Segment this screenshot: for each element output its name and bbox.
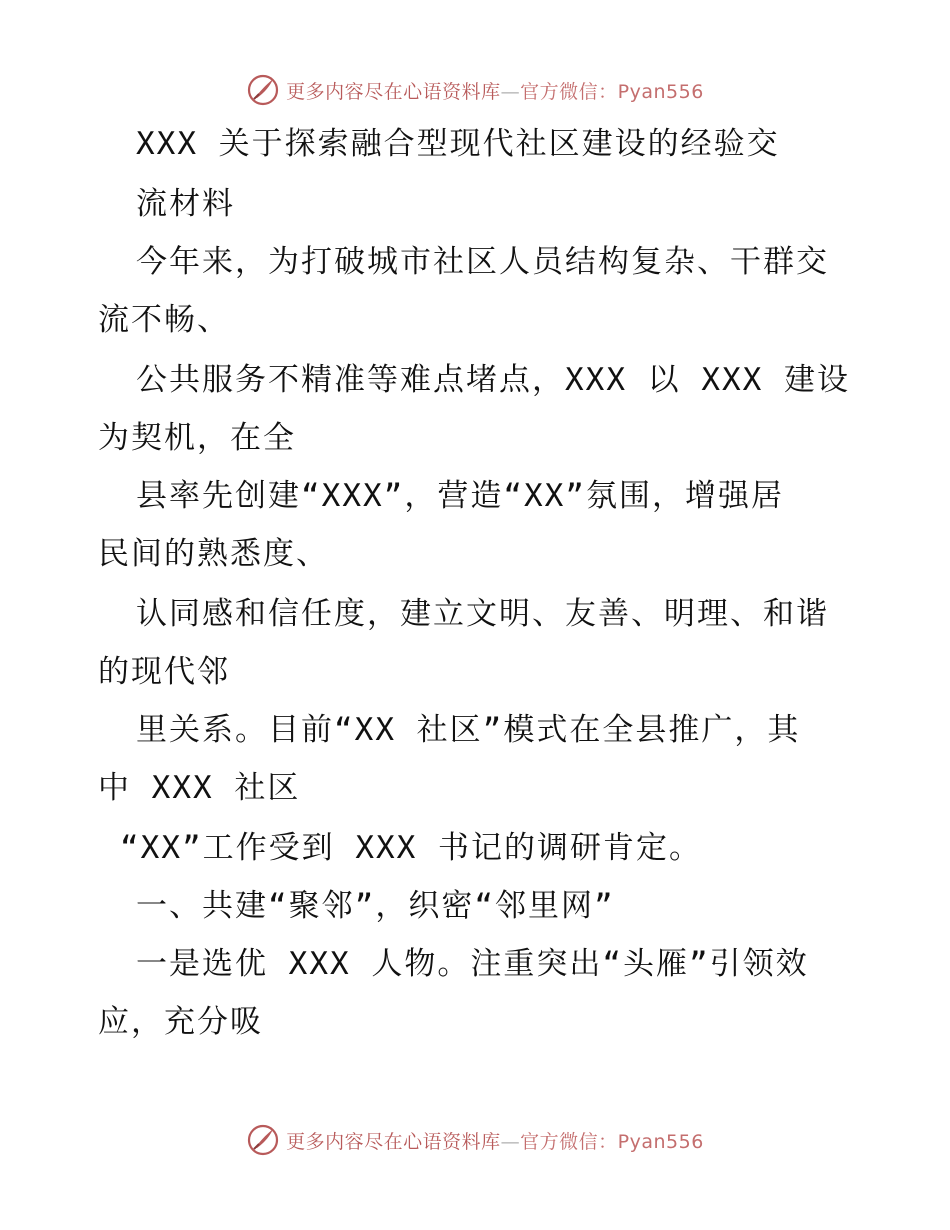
text-line: “XX”工作受到 XXX 书记的调研肯定。 — [120, 830, 702, 866]
text-line: 为契机，在全 — [98, 420, 296, 456]
text-line: 流不畅、 — [98, 302, 230, 338]
text-line: 中 XXX 社区 — [98, 770, 301, 806]
text-line: 今年来，为打破城市社区人员结构复杂、干群交 — [136, 244, 829, 280]
watermark-prefix: 更多内容尽在心语资料库 — [286, 1130, 501, 1153]
watermark-text — [286, 77, 704, 104]
text-line: 流材料 — [136, 186, 235, 222]
footer-watermark — [0, 1122, 950, 1158]
watermark-text — [286, 1127, 704, 1154]
text-line: 应，充分吸 — [98, 1004, 263, 1040]
text-line: 公共服务不精准等难点堵点，XXX 以 XXX 建设 — [136, 362, 850, 398]
watermark-wechat: 官方微信：Pyan556 — [520, 1130, 704, 1153]
text-line: XXX 关于探索融合型现代社区建设的经验交 — [136, 126, 780, 162]
text-line: 一、共建“聚邻”，织密“邻里网” — [136, 888, 615, 924]
quill-pen-logo-icon — [246, 1123, 280, 1157]
header-watermark — [0, 72, 950, 108]
text-line: 认同感和信任度，建立文明、友善、明理、和谐 — [136, 596, 829, 632]
watermark-wechat: 官方微信：Pyan556 — [520, 80, 704, 103]
quill-pen-logo-icon — [246, 73, 280, 107]
text-line: 县率先创建“XXX”，营造“XX”氛围，增强居 — [136, 478, 784, 514]
text-line: 一是选优 XXX 人物。注重突出“头雁”引领效 — [136, 946, 809, 982]
text-line: 的现代邻 — [98, 654, 230, 690]
watermark-separator: — — [500, 1130, 521, 1153]
watermark-separator: — — [500, 80, 521, 103]
text-line: 民间的熟悉度、 — [98, 536, 329, 572]
watermark-prefix: 更多内容尽在心语资料库 — [286, 80, 501, 103]
text-line: 里关系。目前“XX 社区”模式在全县推广，其 — [136, 712, 801, 748]
